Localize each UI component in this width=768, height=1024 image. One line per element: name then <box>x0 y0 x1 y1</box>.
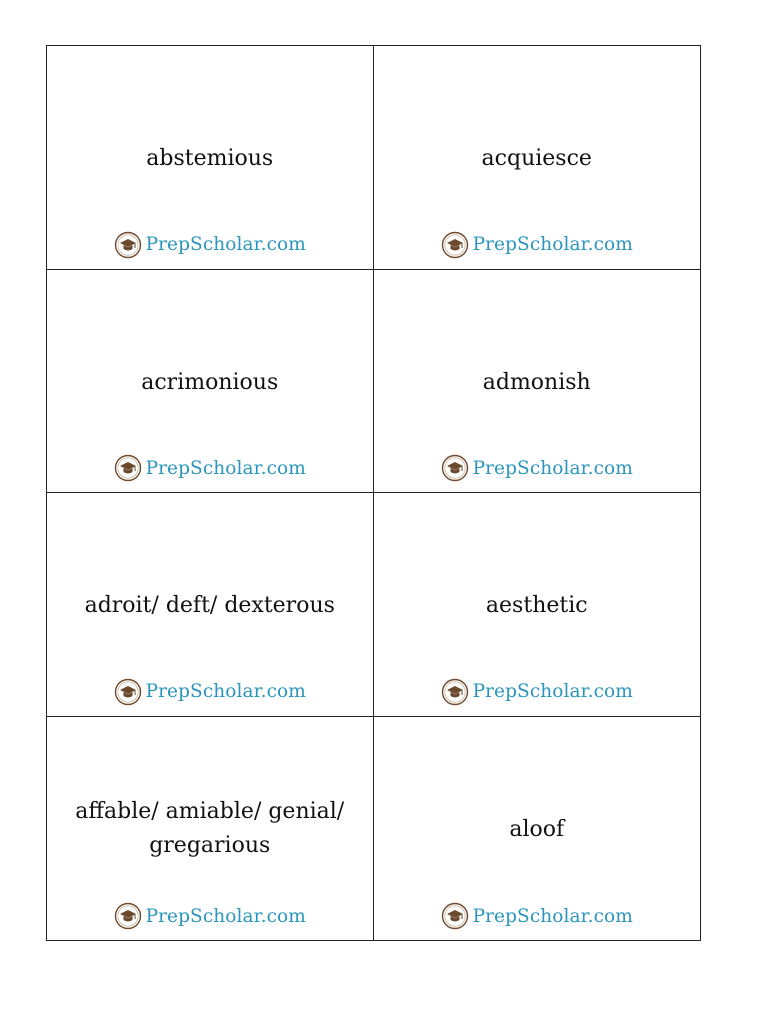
brand-name: PrepScholar.com <box>472 457 633 479</box>
brand-logo <box>47 902 373 930</box>
brand-logo <box>374 678 701 706</box>
brand-logo <box>374 231 701 259</box>
brand-name: PrepScholar.com <box>145 905 306 927</box>
flashcard <box>47 46 374 270</box>
flashcard-word: admonish <box>482 369 591 395</box>
brand-name: PrepScholar.com <box>472 234 633 255</box>
flashcard <box>374 46 701 270</box>
flashcard-word: aloof <box>509 816 565 842</box>
flashcard-word: abstemious <box>146 146 274 171</box>
flashcard-word: affable/ amiable/ genial/ gregarious <box>75 798 345 858</box>
brand-logo <box>47 231 373 259</box>
graduation-cap-icon <box>114 678 142 706</box>
flashcard <box>47 270 374 494</box>
brand-logo <box>47 454 373 482</box>
brand-name: PrepScholar.com <box>472 681 633 702</box>
flashcard-word: acquiesce <box>481 146 592 171</box>
brand-name: PrepScholar.com <box>145 457 306 479</box>
flashcard-word: acrimonious <box>141 369 279 395</box>
flashcard <box>47 717 374 941</box>
flashcard <box>374 717 701 941</box>
flashcard-word: aesthetic <box>485 593 588 618</box>
brand-logo <box>374 454 701 482</box>
graduation-cap-icon <box>441 678 469 706</box>
brand-name: PrepScholar.com <box>145 234 306 255</box>
graduation-cap-icon <box>441 902 469 930</box>
flashcard <box>47 493 374 717</box>
flashcard-grid <box>46 45 701 941</box>
brand-name: PrepScholar.com <box>472 905 633 927</box>
brand-logo <box>47 678 373 706</box>
flashcard <box>374 493 701 717</box>
brand-name: PrepScholar.com <box>145 681 306 702</box>
graduation-cap-icon <box>114 902 142 930</box>
graduation-cap-icon <box>441 454 469 482</box>
flashcard-word: adroit/ deft/ dexterous <box>84 593 335 618</box>
flashcard <box>374 270 701 494</box>
graduation-cap-icon <box>441 231 469 259</box>
brand-logo <box>374 902 701 930</box>
graduation-cap-icon <box>114 231 142 259</box>
graduation-cap-icon <box>114 454 142 482</box>
